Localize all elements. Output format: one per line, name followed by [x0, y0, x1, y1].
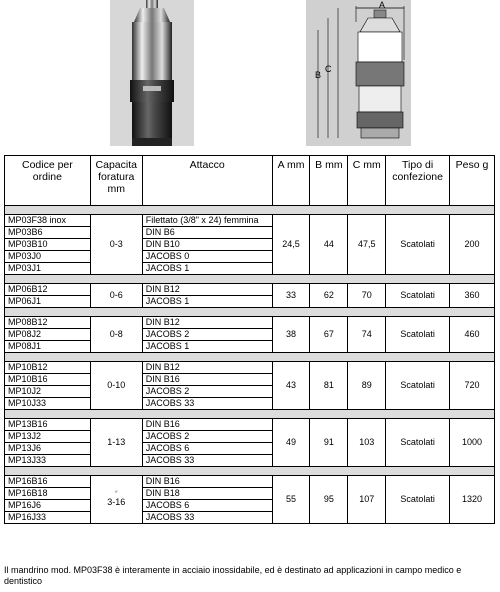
attachment-cell: JACOBS 2 — [142, 329, 272, 341]
dim-a-value: 43 — [272, 362, 310, 410]
dim-b-label: B — [315, 70, 322, 80]
order-code: MP10J33 — [5, 398, 91, 410]
star-mark: * — [114, 489, 118, 498]
order-code: MP08J1 — [5, 341, 91, 353]
capacity-cell — [90, 215, 142, 275]
attachment-cell: JACOBS 6 — [142, 500, 272, 512]
dim-c-value: 47,5 — [348, 215, 386, 275]
order-code: MP16B16 — [5, 476, 91, 488]
table-row — [5, 317, 495, 329]
order-code: MP03J1 — [5, 263, 91, 275]
weight-value: 460 — [450, 317, 495, 353]
dim-a-value: 38 — [272, 317, 310, 353]
capacity-value: 0-3 — [109, 239, 123, 249]
order-code: MP08B12 — [5, 317, 91, 329]
dim-c-value: 70 — [348, 284, 386, 308]
attachment-cell: DIN B16 — [142, 476, 272, 488]
dim-a-value: 55 — [272, 476, 310, 524]
dim-a-value: 49 — [272, 419, 310, 467]
attachment-cell: DIN B12 — [142, 317, 272, 329]
dim-c-value: 74 — [348, 317, 386, 353]
attachment-cell: DIN B16 — [142, 419, 272, 431]
footnote: Il mandrino mod. MP03F38 è interamente in acciaio inossidabile, ed è destinato ad applicazioni in campo medico e dentistico — [4, 565, 462, 586]
attachment-cell: DIN B12 — [142, 284, 272, 296]
order-code: MP03J0 — [5, 251, 91, 263]
header-capacity: Capacita foratura mm — [90, 156, 142, 206]
header-weight: Peso g — [450, 156, 495, 206]
capacity-cell — [90, 476, 142, 524]
header-b: B mm — [310, 156, 348, 206]
weight-value: 1320 — [450, 476, 495, 524]
capacity-cell — [90, 317, 142, 353]
capacity-value: 0-10 — [107, 380, 126, 390]
group-separator — [5, 353, 495, 362]
order-code: MP16J33 — [5, 512, 91, 524]
attachment-cell: Filettato (3/8" x 24) femmina — [142, 215, 272, 227]
attachment-cell: JACOBS 33 — [142, 398, 272, 410]
dim-a-value: 24,5 — [272, 215, 310, 275]
table-body — [5, 206, 495, 524]
capacity-value: 1-13 — [107, 437, 126, 447]
order-code: MP10J2 — [5, 386, 91, 398]
order-code: MP03B6 — [5, 227, 91, 239]
header-a: A mm — [272, 156, 310, 206]
group-separator — [5, 275, 495, 284]
pack-type: Scatolati — [386, 362, 450, 410]
pack-type: Scatolati — [386, 419, 450, 467]
attachment-cell: JACOBS 33 — [142, 512, 272, 524]
order-code: MP08J2 — [5, 329, 91, 341]
attachment-cell: DIN B6 — [142, 227, 272, 239]
order-code: MP06B12 — [5, 284, 91, 296]
table-row — [5, 284, 495, 296]
table-header-row — [5, 156, 495, 206]
weight-value: 720 — [450, 362, 495, 410]
group-separator — [5, 410, 495, 419]
dim-c-value: 89 — [348, 362, 386, 410]
capacity-cell — [90, 419, 142, 467]
attachment-cell: JACOBS 1 — [142, 263, 272, 275]
group-separator — [5, 308, 495, 317]
order-code: MP10B16 — [5, 374, 91, 386]
dim-b-value: 91 — [310, 419, 348, 467]
spec-table — [4, 155, 495, 524]
order-code: MP06J1 — [5, 296, 91, 308]
order-code: MP13J2 — [5, 431, 91, 443]
dim-c-label: C — [325, 64, 332, 74]
group-separator — [5, 206, 495, 215]
order-code: MP13B16 — [5, 419, 91, 431]
product-images — [0, 0, 500, 150]
attachment-cell: DIN B10 — [142, 239, 272, 251]
order-code: MP03F38 inox — [5, 215, 91, 227]
pack-type: Scatolati — [386, 215, 450, 275]
attachment-cell: DIN B16 — [142, 374, 272, 386]
order-code: MP13J6 — [5, 443, 91, 455]
capacity-value: 3-16 — [107, 497, 126, 507]
dim-b-value: 81 — [310, 362, 348, 410]
capacity-cell — [90, 362, 142, 410]
order-code: MP10B12 — [5, 362, 91, 374]
attachment-cell: JACOBS 2 — [142, 431, 272, 443]
pack-type: Scatolati — [386, 317, 450, 353]
weight-value: 360 — [450, 284, 495, 308]
dim-b-value: 44 — [310, 215, 348, 275]
dim-b-value: 95 — [310, 476, 348, 524]
table-row — [5, 362, 495, 374]
header-c: C mm — [348, 156, 386, 206]
dim-b-value: 67 — [310, 317, 348, 353]
drill-chuck-photo-icon — [110, 0, 194, 146]
attachment-cell: JACOBS 6 — [142, 443, 272, 455]
capacity-value: 0-6 — [109, 290, 123, 300]
dim-c-value: 107 — [348, 476, 386, 524]
order-code: MP16J6 — [5, 500, 91, 512]
dim-b-value: 62 — [310, 284, 348, 308]
table-row — [5, 215, 495, 227]
header-code: Codice per ordine — [5, 156, 91, 206]
header-pack: Tipo di confezione — [386, 156, 450, 206]
header-attachment: Attacco — [142, 156, 272, 206]
weight-value: 1000 — [450, 419, 495, 467]
table-row — [5, 476, 495, 488]
pack-type: Scatolati — [386, 476, 450, 524]
dim-a-label: A — [379, 0, 386, 10]
dim-c-value: 103 — [348, 419, 386, 467]
pack-type: Scatolati — [386, 284, 450, 308]
capacity-value: 0-8 — [109, 329, 123, 339]
attachment-cell: DIN B12 — [142, 362, 272, 374]
dimension-drawing-icon — [306, 0, 411, 146]
table-row — [5, 419, 495, 431]
drill-chuck-photo — [110, 0, 194, 146]
dim-a-value: 33 — [272, 284, 310, 308]
group-separator — [5, 467, 495, 476]
order-code: MP13J33 — [5, 455, 91, 467]
attachment-cell: JACOBS 1 — [142, 296, 272, 308]
order-code: MP03B10 — [5, 239, 91, 251]
weight-value: 200 — [450, 215, 495, 275]
attachment-cell: JACOBS 2 — [142, 386, 272, 398]
attachment-cell: JACOBS 0 — [142, 251, 272, 263]
attachment-cell: DIN B18 — [142, 488, 272, 500]
attachment-cell: JACOBS 33 — [142, 455, 272, 467]
dimension-drawing — [306, 0, 411, 146]
capacity-cell — [90, 284, 142, 308]
attachment-cell: JACOBS 1 — [142, 341, 272, 353]
order-code: MP16B18 — [5, 488, 91, 500]
